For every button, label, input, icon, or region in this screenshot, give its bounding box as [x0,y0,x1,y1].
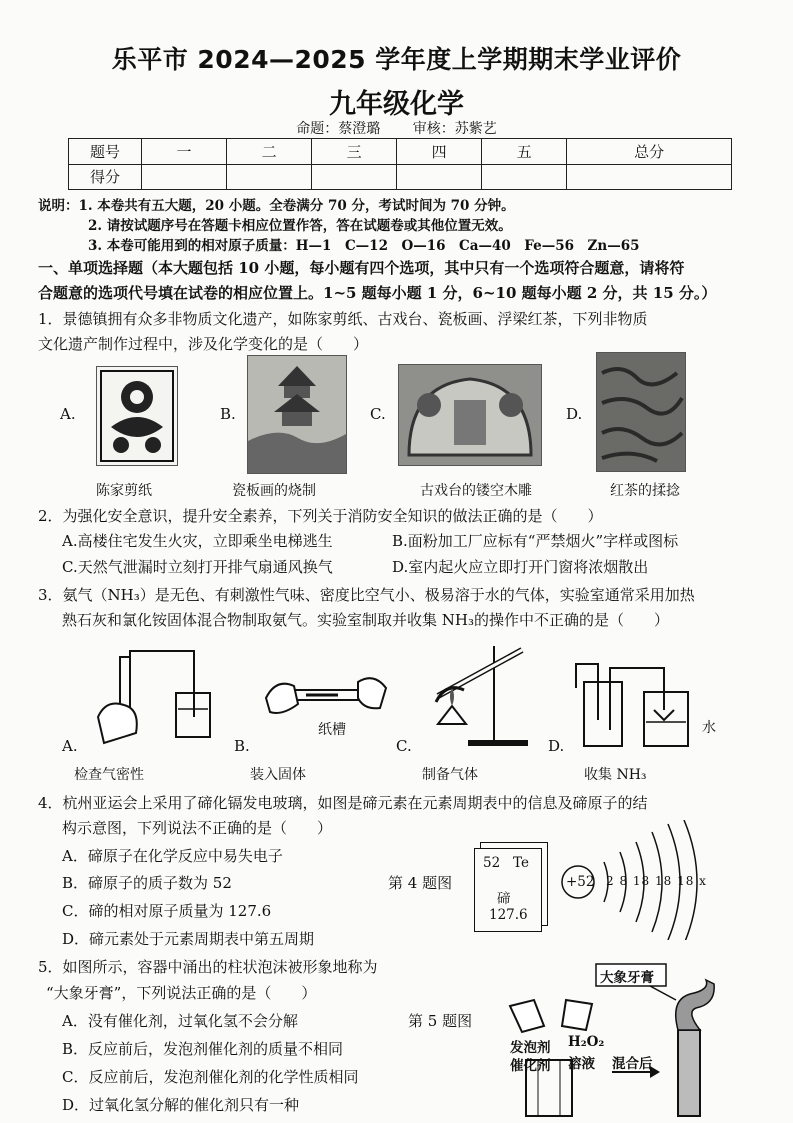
atomic-mass: 127.6 [489,907,528,923]
q5-option-c[interactable]: C．反应前后，发泡剂催化剂的化学性质相同 [62,1068,359,1086]
note-2: 2. 请按试题序号在答题卡相应位置作答，答在试题卷或其他位置无效。 [88,218,512,234]
q5-option-b[interactable]: B．反应前后，发泡剂催化剂的质量不相同 [62,1040,344,1058]
reviewer: 审核：苏紫艺 [412,121,497,137]
score-input-cell[interactable] [567,164,732,190]
prepare-gas-diagram [418,636,538,752]
q5-option-a[interactable]: A．没有催化剂，过氧化氢不会分解 [62,1012,298,1030]
score-input-cell[interactable] [312,164,397,190]
q2-option-d[interactable]: D.室内起火应立即打开门窗将浓烟散出 [392,558,649,576]
q1-option-b-letter[interactable]: B. [220,405,236,423]
score-cell: 题号 [69,139,142,165]
q3-stem-line2: 熟石灰和氯化铵固体混合物制取氨气。实验室制取并收集 NH₃的操作中不正确的是（ ） [62,611,669,629]
note-3: 3. 本卷可能用到的相对原子质量：H—1 C—12 O—16 Ca—40 Fe—56 Zn—65 [88,238,640,254]
element-symbol: Te [513,855,529,871]
q1-option-a-letter[interactable]: A. [60,405,76,423]
q2-stem: 2．为强化安全意识，提升安全素养，下列关于消防安全知识的做法正确的是（ ） [38,507,603,525]
q2-option-a[interactable]: A.高楼住宅发生火灾，立即乘坐电梯逃生 [62,532,333,550]
section1-line2: 合题意的选项代号填在试卷的相应位置上。1~5 题每小题 1 分，6~10 题每小题 2 分，共 15 分。） [38,284,717,302]
q4-figure-label: 第 4 题图 [388,874,453,892]
collect-nh3-diagram [570,660,700,750]
q3-caption-b: 装入固体 [250,767,306,783]
h2o2-label: H₂O₂ [568,1034,605,1050]
q1-caption-c: 古戏台的镂空木雕 [420,483,532,499]
paper-trough-label: 纸槽 [318,722,346,738]
byline [0,118,793,138]
q5-stem-line2: “大象牙膏”，下列说法正确的是（ ） [46,984,317,1002]
after-mixing-label: 混合后 [612,1056,653,1072]
q3-caption-c: 制备气体 [422,767,478,783]
element-name: 碲 [497,891,511,907]
q1-caption-b: 瓷板画的烧制 [232,483,316,499]
q3-option-c-letter[interactable]: C. [396,737,412,755]
q2-option-c[interactable]: C.天然气泄漏时立刻打开排气扇通风换气 [62,558,333,576]
score-cell: 五 [482,139,567,165]
score-table-score-row [69,164,732,190]
red-tea-image [596,352,686,472]
score-cell: 一 [142,139,227,165]
q3-option-a-letter[interactable]: A. [62,737,78,755]
q3-caption-d: 收集 NH₃ [584,767,647,783]
score-table [68,138,732,190]
note-1: 说明：1. 本卷共有五大题，20 小题。全卷满分 70 分，考试时间为 70 分钟。 [38,198,515,214]
q3-caption-a: 检查气密性 [74,767,144,783]
carving-icon [399,365,541,465]
score-cell: 二 [227,139,312,165]
q4-stem-line1: 4．杭州亚运会上采用了碲化镉发电玻璃，如图是碲元素在元素周期表中的信息及碲原子的结 [38,794,648,812]
foaming-agent-label: 发泡剂 [510,1040,551,1056]
q1-stem-line2: 文化遗产制作过程中，涉及化学变化的是（ ） [38,335,369,353]
porcelain-painting-image [247,355,347,474]
wood-carving-image [398,364,542,466]
q1-caption-a: 陈家剪纸 [96,483,152,499]
author: 命题：蔡澄璐 [296,121,381,137]
score-cell: 总分 [567,139,732,165]
atomic-number: 52 [483,855,501,871]
solution-label: 溶液 [568,1056,595,1072]
exam-title: 乐平市 2024—2025 学年度上学期期末学业评价 [111,45,682,74]
water-label: 水 [702,720,716,736]
q4-option-c[interactable]: C．碲的相对原子质量为 127.6 [62,902,272,920]
q5-option-d[interactable]: D．过氧化氢分解的催化剂只有一种 [62,1096,300,1114]
subject-title: 九年级化学 [329,89,464,120]
section1-line1: 一、单项选择题（本大题包括 10 小题，每小题有四个选项，其中只有一个选项符合题意，请将符 [38,259,685,277]
electron-shells: 2 8 18 18 18 x [606,874,707,888]
score-table-header-row [69,139,732,165]
q5-figure-label: 第 5 题图 [408,1012,473,1030]
q5-stem-line1: 5．如图所示，容器中涌出的柱状泡沫被形象地称为 [38,958,378,976]
tea-leaves-icon [597,353,685,471]
airtightness-check-diagram [84,645,224,755]
q2-option-b[interactable]: B.面粉加工厂应标有“严禁烟火”字样或图标 [392,532,679,550]
q3-option-b-letter[interactable]: B. [234,737,250,755]
q1-stem-line1: 1．景德镇拥有众多非物质文化遗产，如陈家剪纸、古戏台、瓷板画、浮梁红茶，下列非物质 [38,310,648,328]
q1-option-c-letter[interactable]: C. [370,405,386,423]
score-input-cell[interactable] [482,164,567,190]
q4-option-d[interactable]: D．碲元素处于元素周期表中第五周期 [62,930,315,948]
paper-cutting-image [96,366,178,466]
score-cell: 三 [312,139,397,165]
q3-option-d-letter[interactable]: D. [548,737,565,755]
score-input-cell[interactable] [397,164,482,190]
q1-option-d-letter[interactable]: D. [566,405,583,423]
paper-cutting-icon [97,367,177,465]
q4-stem-line2: 构示意图，下列说法不正确的是（ ） [62,819,333,837]
catalyst-label: 催化剂 [510,1058,551,1074]
q1-caption-d: 红茶的揉捻 [610,483,680,499]
q4-option-a[interactable]: A．碲原子在化学反应中易失电子 [62,847,283,865]
score-cell: 四 [397,139,482,165]
score-input-cell[interactable] [227,164,312,190]
tellurium-element-card [474,848,542,932]
toothpaste-label: 大象牙膏 [600,970,654,986]
score-input-cell[interactable] [142,164,227,190]
q4-option-b[interactable]: B．碲原子的质子数为 52 [62,874,232,892]
nucleus-charge: +52 [566,874,595,890]
pagoda-icon [248,356,346,473]
score-cell: 得分 [69,164,142,190]
q3-stem-line1: 3．氨气（NH₃）是无色、有刺激性气味、密度比空气小、极易溶于水的气体，实验室通常采用加热 [38,586,695,604]
